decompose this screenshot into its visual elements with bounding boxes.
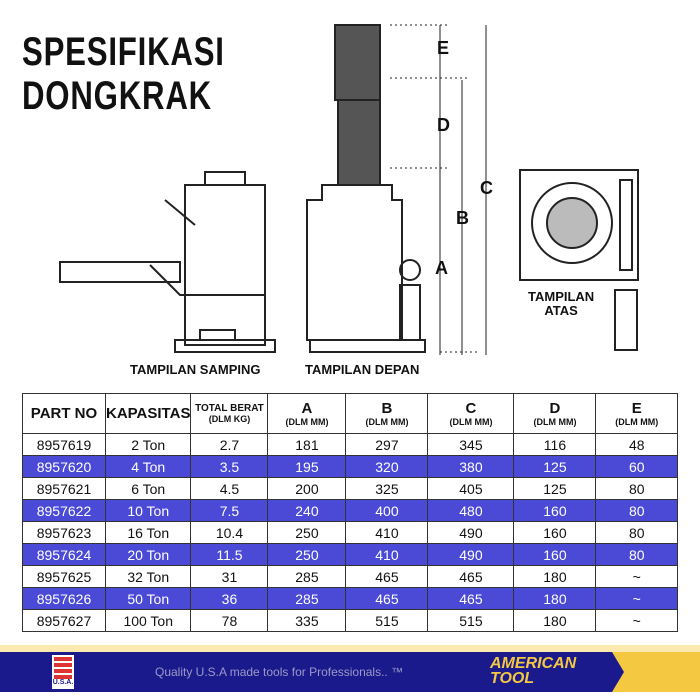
table-cell: 515	[346, 610, 428, 632]
table-cell: 200	[268, 478, 346, 500]
footer-stripe	[0, 645, 700, 652]
table-cell: 285	[268, 566, 346, 588]
table-cell: 8957623	[23, 522, 106, 544]
header-unit: (DLM MM)	[533, 417, 577, 427]
table-row	[23, 588, 678, 610]
table-cell: 400	[346, 500, 428, 522]
dim-d-label: D	[437, 115, 450, 135]
table-cell: 2 Ton	[106, 434, 191, 456]
table-cell: 8957626	[23, 588, 106, 610]
side-view-drawing	[60, 172, 275, 352]
table-cell: 490	[428, 522, 514, 544]
table-cell: ~	[596, 588, 678, 610]
table-row	[23, 544, 678, 566]
table-row	[23, 500, 678, 522]
table-cell: 8957625	[23, 566, 106, 588]
table-cell: 335	[268, 610, 346, 632]
header-title: D	[549, 400, 561, 417]
table-cell: 16 Ton	[106, 522, 191, 544]
table-cell: 345	[428, 434, 514, 456]
header-unit: (DLM MM)	[615, 417, 659, 427]
column-header	[428, 394, 514, 434]
top-view-drawing	[520, 170, 638, 350]
table-cell: 3.5	[191, 456, 268, 478]
table-row	[23, 478, 678, 500]
column-header	[23, 394, 106, 434]
table-cell: 250	[268, 544, 346, 566]
table-cell: 181	[268, 434, 346, 456]
column-header	[514, 394, 596, 434]
table-cell: 480	[428, 500, 514, 522]
table-cell: 50 Ton	[106, 588, 191, 610]
table-cell: 116	[514, 434, 596, 456]
top-view-label: TAMPILAN ATAS	[528, 289, 595, 318]
table-cell: 297	[346, 434, 428, 456]
table-cell: 8957627	[23, 610, 106, 632]
table-cell: 410	[346, 522, 428, 544]
usa-approved-badge: U.S.A.	[52, 655, 74, 689]
dim-e-label: E	[437, 38, 450, 58]
header-unit: (DLM MM)	[285, 417, 329, 427]
column-header	[191, 394, 268, 434]
table-cell: 60	[596, 456, 678, 478]
header-title: C	[465, 400, 477, 417]
header-unit: (DLM KG)	[208, 413, 251, 424]
table-cell: 10 Ton	[106, 500, 191, 522]
table-cell: 80	[596, 478, 678, 500]
table-cell: 80	[596, 522, 678, 544]
header-title: A	[301, 400, 313, 417]
table-cell: 100 Ton	[106, 610, 191, 632]
table-cell: 320	[346, 456, 428, 478]
header-title: B	[381, 400, 393, 417]
table-cell: 10.4	[191, 522, 268, 544]
table-cell: 465	[428, 566, 514, 588]
header-title: E	[631, 400, 642, 417]
american-tool-logo: AMERICAN TOOL	[490, 655, 577, 687]
table-cell: 78	[191, 610, 268, 632]
table-row	[23, 566, 678, 588]
table-cell: 180	[514, 566, 596, 588]
table-cell: 20 Ton	[106, 544, 191, 566]
side-view-label: TAMPILAN SAMPING	[130, 362, 261, 377]
spec-table	[22, 393, 678, 632]
front-view-drawing	[307, 25, 425, 352]
dim-c-label: C	[480, 178, 493, 198]
table-cell: ~	[596, 610, 678, 632]
table-row	[23, 434, 678, 456]
table-cell: 160	[514, 500, 596, 522]
table-cell: 240	[268, 500, 346, 522]
header-unit: (DLM MM)	[449, 417, 493, 427]
table-cell: 80	[596, 544, 678, 566]
table-cell: 285	[268, 588, 346, 610]
table-cell: 465	[428, 588, 514, 610]
dim-a-label: A	[435, 258, 448, 278]
table-row	[23, 610, 678, 632]
front-view-label: TAMPILAN DEPAN	[305, 362, 420, 377]
table-cell: 410	[346, 544, 428, 566]
table-cell: 160	[514, 522, 596, 544]
header-title: PART NO	[30, 405, 98, 422]
dim-b-label: B	[456, 208, 469, 228]
table-cell: 8957622	[23, 500, 106, 522]
header-title: TOTAL BERAT	[195, 402, 264, 414]
table-cell: 490	[428, 544, 514, 566]
table-cell: 32 Ton	[106, 566, 191, 588]
table-cell: 48	[596, 434, 678, 456]
table-cell: 4.5	[191, 478, 268, 500]
table-cell: 180	[514, 588, 596, 610]
table-cell: 250	[268, 522, 346, 544]
table-cell: 195	[268, 456, 346, 478]
table-cell: 8957619	[23, 434, 106, 456]
column-header	[268, 394, 346, 434]
header-unit: (DLM MM)	[365, 417, 409, 427]
table-cell: 31	[191, 566, 268, 588]
table-cell: 125	[514, 456, 596, 478]
table-cell: 405	[428, 478, 514, 500]
dimension-lines	[390, 25, 486, 355]
table-row	[23, 456, 678, 478]
header-title: KAPASITAS	[106, 405, 191, 422]
footer-tagline: Quality U.S.A made tools for Professionals.. ™	[155, 665, 404, 679]
table-cell: 160	[514, 544, 596, 566]
table-cell: 8957620	[23, 456, 106, 478]
table-cell: 36	[191, 588, 268, 610]
footer-accent	[612, 652, 700, 692]
table-cell: 380	[428, 456, 514, 478]
column-header	[346, 394, 428, 434]
table-cell: 7.5	[191, 500, 268, 522]
table-cell: 465	[346, 588, 428, 610]
table-cell: 6 Ton	[106, 478, 191, 500]
table-cell: 125	[514, 478, 596, 500]
table-cell: 515	[428, 610, 514, 632]
column-header	[596, 394, 678, 434]
table-cell: 2.7	[191, 434, 268, 456]
table-cell: 465	[346, 566, 428, 588]
table-cell: 8957621	[23, 478, 106, 500]
table-row	[23, 522, 678, 544]
table-cell: 80	[596, 500, 678, 522]
table-cell: 180	[514, 610, 596, 632]
table-cell: 325	[346, 478, 428, 500]
table-cell: 11.5	[191, 544, 268, 566]
column-header	[106, 394, 191, 434]
table-cell: ~	[596, 566, 678, 588]
page-title: SPESIFIKASI DONGKRAK	[22, 30, 225, 118]
table-cell: 8957624	[23, 544, 106, 566]
table-cell: 4 Ton	[106, 456, 191, 478]
